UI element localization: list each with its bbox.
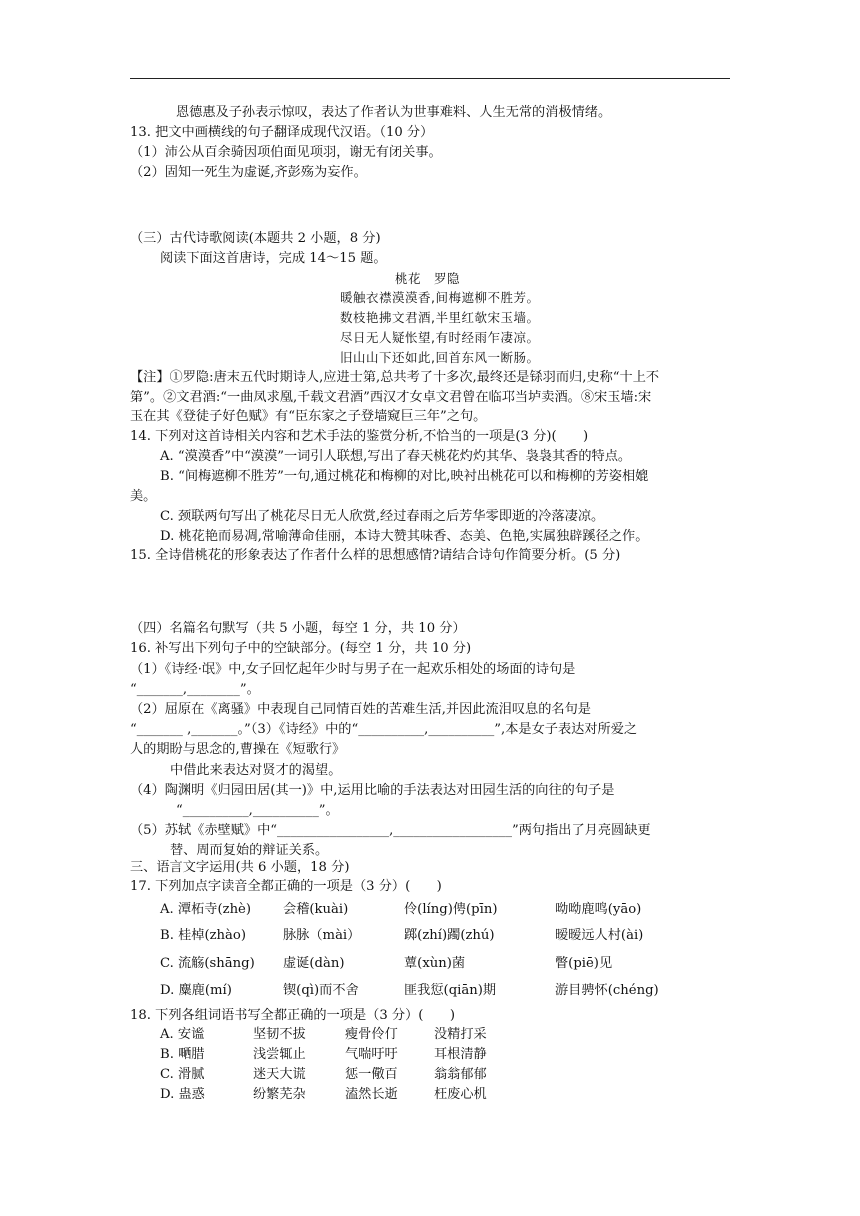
q14-option-b: B. “间梅遮柳不胜芳”一句,通过桃花和梅柳的对比,映衬出桃花可以和梅柳的芳姿相媲 — [160, 469, 649, 484]
question-14: 14. 下列对这首诗相关内容和艺术手法的鉴赏分析,不恰当的一项是(3 分)( ) — [130, 429, 589, 444]
q18-d-1: D. 蛊惑 — [160, 1087, 205, 1102]
q17-b-4: 暧暧远人村(ài) — [555, 928, 644, 943]
poem-line-3: 尽日无人疑怅望,有时经雨乍凄凉。 — [340, 330, 540, 345]
q18-d-4: 枉废心机 — [434, 1087, 487, 1102]
q17-c-3: 蕈(xùn)菌 — [404, 956, 466, 971]
q18-a-1: A. 安谧 — [160, 1027, 205, 1042]
poem-line-2: 数枝艳拂文君酒,半里红欹宋玉墙。 — [340, 310, 540, 325]
q16-3-cont: 人的期盼与思念的,曹操在《短歌行》 — [130, 742, 346, 757]
q17-c-2: 虚诞(dàn) — [283, 956, 345, 971]
q18-d-3: 溘然长逝 — [345, 1087, 398, 1102]
q17-d-1: D. 麋鹿(mí) — [160, 983, 232, 998]
q16-2-3-blanks: “_______ ,_______。”（3）《诗经》中的“__________,__________”,本是女子表达对所爱之 — [130, 722, 638, 737]
q18-b-2: 浅尝辄止 — [253, 1047, 306, 1062]
q16-4-blanks: “__________,__________”。 — [176, 803, 339, 818]
q18-c-2: 迷天大谎 — [253, 1067, 306, 1082]
q18-a-3: 瘦骨伶仃 — [345, 1027, 398, 1042]
q16-3-cont-2: 中借此来表达对贤才的渴望。 — [170, 763, 342, 778]
q17-a-4: 呦呦鹿鸣(yāo) — [555, 902, 642, 917]
q18-a-2: 坚韧不拔 — [253, 1027, 306, 1042]
question-13: 13. 把文中画横线的句子翻译成现代汉语。（10 分） — [130, 125, 434, 140]
q14-option-c: C. 颈联两句写出了桃花尽日无人欣赏,经过春雨之后芳华零即逝的冷落凄凉。 — [160, 509, 605, 524]
header-rule — [130, 78, 730, 79]
q17-d-2: 锲(qì)而不舍 — [283, 983, 359, 998]
q16-5-cont: 替、周而复始的辩证关系。 — [170, 843, 329, 858]
q18-d-2: 纷繁芜杂 — [253, 1087, 306, 1102]
q16-5: （5）苏轼《赤壁赋》中“_________________,__________________”两句指出了月亮圆缺更 — [130, 823, 651, 838]
question-13-1: （1）沛公从百余骑因项伯面见项羽，谢无有闭关事。 — [130, 145, 442, 160]
section-heading-poetry: （三）古代诗歌阅读(本题共 2 小题，8 分) — [130, 231, 381, 246]
poem-line-4: 旧山山下还如此,回首东风一断肠。 — [340, 350, 540, 365]
q16-1-blanks: “_______,________”。 — [130, 682, 260, 697]
question-13-2: （2）固知一死生为虚诞,齐彭殇为妄作。 — [130, 165, 367, 180]
section-heading-language: 三、语言文字运用(共 6 小题，18 分) — [130, 860, 350, 875]
q17-c-4: 瞥(piē)见 — [555, 956, 613, 971]
poem-note-3: 玉在其《登徒子好色赋》有“臣东家之子登墙窥巨三年”之句。 — [130, 409, 487, 424]
question-15: 15. 全诗借桃花的形象表达了作者什么样的思想感情?请结合诗句作简要分析。(5 分) — [130, 548, 621, 563]
q17-d-4: 游目骋怀(chéng) — [555, 983, 659, 998]
q18-c-4: 翁翁郁郁 — [434, 1067, 487, 1082]
poem-note-1: 【注】①罗隐:唐末五代时期诗人,应进士第,总共考了十多次,最终还是铩羽而归,史称“十上不 — [130, 370, 660, 385]
poem-line-1: 暖触衣襟漠漠香,间梅遮柳不胜芳。 — [340, 290, 540, 305]
q17-d-3: 匪我愆(qiān)期 — [404, 983, 497, 998]
text-line: 恩德惠及子孙表示惊叹，表达了作者认为世事难料、人生无常的消极情绪。 — [176, 105, 612, 120]
q17-b-1: B. 桂棹(zhào) — [160, 928, 246, 943]
q14-option-d: D. 桃花艳而易凋,常喻薄命佳丽，本诗大赞其味香、态美、色艳,实属独辟蹊径之作。 — [160, 529, 649, 544]
q14-option-a: A. “漠漠香”中“漠漠”一词引人联想,写出了春天桃花灼灼其华、袅袅其香的特点。 — [160, 449, 632, 464]
q17-b-3: 踯(zhí)躅(zhú) — [404, 928, 495, 943]
q18-a-4: 没精打采 — [434, 1027, 487, 1042]
section-heading-dictation: （四）名篇名句默写（共 5 小题，每空 1 分，共 10 分） — [130, 621, 466, 636]
q14-option-b-cont: 美。 — [130, 489, 157, 504]
q18-b-4: 耳根清静 — [434, 1047, 487, 1062]
q18-c-3: 惩一儆百 — [345, 1067, 398, 1082]
q18-b-1: B. 嗮腊 — [160, 1047, 205, 1062]
q16-4: （4）陶渊明《归园田居(其一)》中,运用比喻的手法表达对田园生活的向往的句子是 — [130, 783, 615, 798]
q16-1: （1）《诗经·氓》中,女子回忆起年少时与男子在一起欢乐相处的场面的诗句是 — [130, 662, 576, 677]
question-18: 18. 下列各组词语书写全都正确的一项是（3 分）( ) — [130, 1008, 455, 1023]
q17-a-3: 伶(líng)俜(pīn) — [404, 902, 498, 917]
poem-title: 桃花 罗隐 — [395, 271, 461, 286]
q17-a-2: 会稽(kuài) — [283, 902, 349, 917]
question-17: 17. 下列加点字读音全都正确的一项是（3 分）( ) — [130, 879, 442, 894]
q16-2: （2）屈原在《离骚》中表现自己同情百姓的苦难生活,并因此流泪叹息的名句是 — [130, 702, 591, 717]
q17-a-1: A. 潭柘寺(zhè) — [160, 902, 252, 917]
q18-b-3: 气喘吁吁 — [345, 1047, 398, 1062]
q18-c-1: C. 滑腻 — [160, 1067, 205, 1082]
question-16: 16. 补写出下列句子中的空缺部分。(每空 1 分，共 10 分) — [130, 641, 472, 656]
q17-c-1: C. 流觞(shāng) — [160, 956, 255, 971]
q17-b-2: 脉脉（mài） — [283, 928, 361, 943]
poetry-instruction: 阅读下面这首唐诗，完成 14～15 题。 — [160, 251, 387, 266]
poem-note-2: 第”。②文君酒:“一曲凤求凰,千载文君酒”西汉才女卓文君曾在临邛当垆卖酒。⑧宋玉墙:宋 — [130, 390, 652, 405]
